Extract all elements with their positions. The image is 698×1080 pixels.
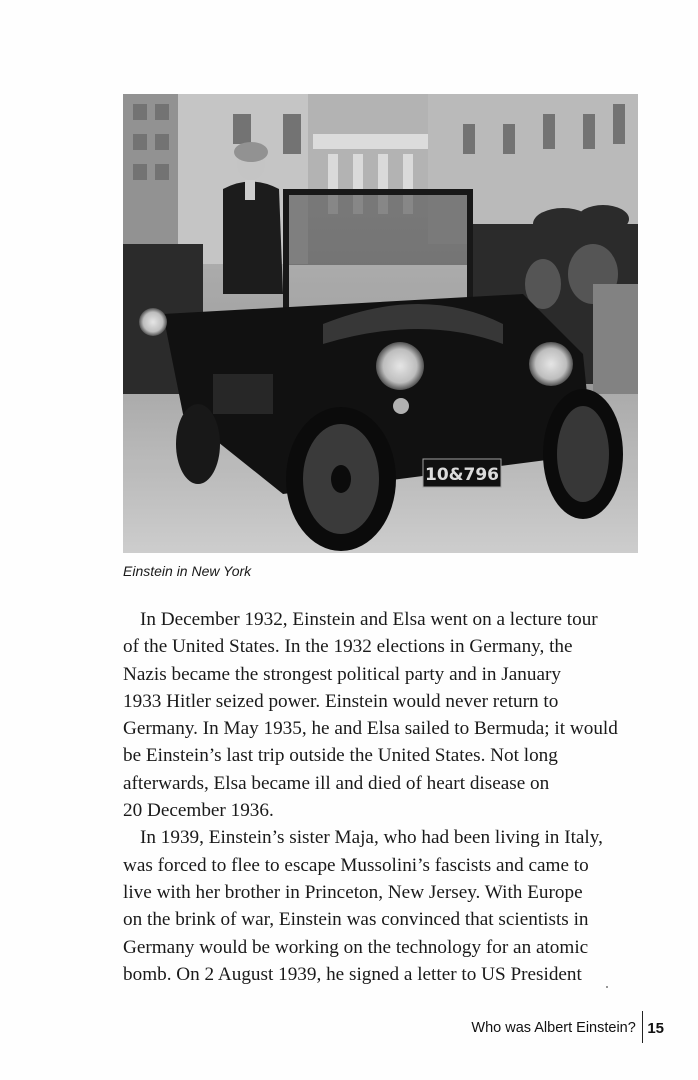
- text-line: afterwards, Elsa became ill and died of heart disease on: [123, 772, 550, 794]
- text-line: was forced to flee to escape Mussolini’s fascists and came to: [123, 854, 589, 876]
- text-line: on the brink of war, Einstein was convinced that scientists in: [123, 909, 589, 931]
- text-line: 20 December 1936.: [123, 800, 274, 822]
- photo-illustration: [123, 94, 638, 553]
- text-line: Germany would be working on the technology for an atomic: [123, 936, 589, 958]
- paragraph-2: [123, 824, 643, 988]
- scan-speck: [606, 986, 608, 988]
- einstein-photo: [123, 94, 638, 553]
- text-line: of the United States. In the 1932 elections in Germany, the: [123, 636, 573, 658]
- text-line: Germany. In May 1935, he and Elsa sailed to Bermuda; it would: [123, 718, 618, 740]
- photo-caption: Einstein in New York: [123, 563, 252, 579]
- text-line: Nazis became the strongest political party and in January: [123, 663, 561, 685]
- page-footer: [471, 1011, 664, 1045]
- footer-divider: [642, 1011, 644, 1043]
- text-line: In December 1932, Einstein and Elsa went on a lecture tour: [140, 609, 598, 630]
- license-plate-text: 10&796: [425, 465, 499, 485]
- text-line: be Einstein’s last trip outside the United States. Not long: [123, 745, 558, 767]
- body-text: [123, 606, 643, 988]
- paragraph-1: [123, 606, 643, 824]
- page-number: 15: [647, 1019, 664, 1037]
- text-line: bomb. On 2 August 1939, he signed a letter to US President: [123, 963, 582, 985]
- text-line: In 1939, Einstein’s sister Maja, who had been living in Italy,: [140, 827, 603, 849]
- text-line: live with her brother in Princeton, New Jersey. With Europe: [123, 881, 583, 903]
- running-title: Who was Albert Einstein?: [471, 1020, 636, 1036]
- text-line: 1933 Hitler seized power. Einstein would never return to: [123, 690, 559, 712]
